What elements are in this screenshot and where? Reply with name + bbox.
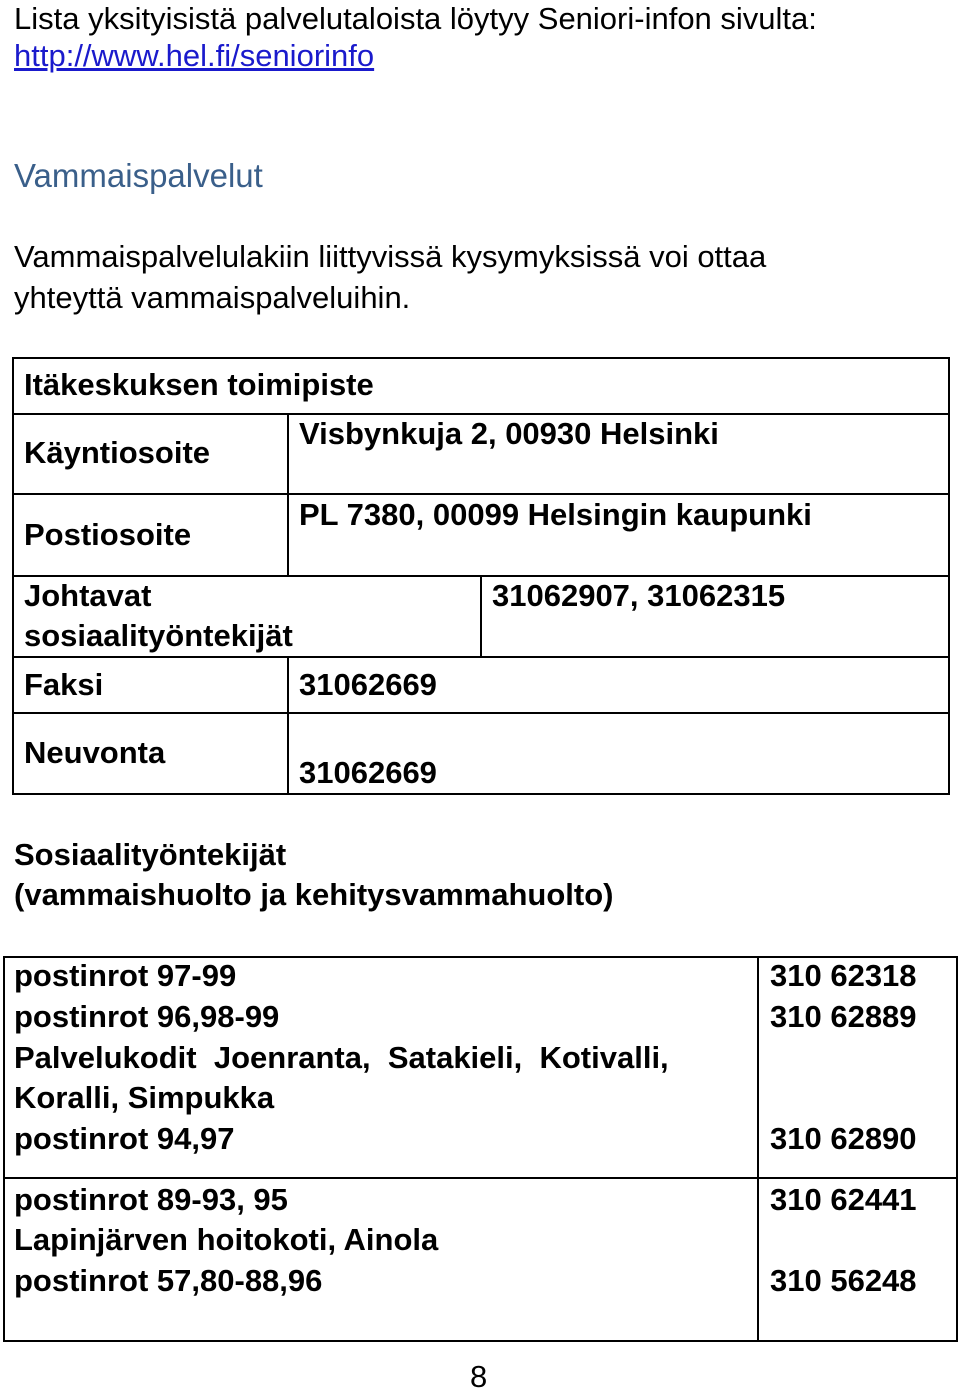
postal-address-label: Postiosoite [24, 517, 192, 552]
section-heading: Vammaispalvelut [14, 157, 263, 194]
visit-address-value: Visbynkuja 2, 00930 Helsinki [299, 416, 719, 451]
advice-value: 31062669 [299, 755, 437, 790]
fax-label: Faksi [24, 667, 104, 702]
advice-label: Neuvonta [24, 735, 166, 770]
social-table-divider [3, 1177, 958, 1179]
lead-social-workers-label: Johtavat [24, 578, 152, 613]
social-table-divider [757, 956, 759, 1342]
office-table-divider [12, 493, 950, 495]
table-row-phone: 310 62889 [770, 999, 917, 1034]
table-row-label: postinrot 57,80-88,96 [14, 1263, 323, 1298]
lead-social-workers-label: sosiaalityöntekijät [24, 618, 293, 653]
table-row-label: Koralli, Simpukka [14, 1080, 275, 1115]
section-paragraph-line1: Vammaispalvelulakiin liittyvissä kysymyksissä voi ottaa [14, 239, 767, 274]
page-number: 8 [470, 1359, 488, 1394]
fax-value: 31062669 [299, 667, 437, 702]
table-row-label: postinrot 94,97 [14, 1121, 235, 1156]
lead-social-workers-phone: 31062907, 31062315 [492, 578, 786, 613]
section-paragraph-line2: yhteyttä vammaispalveluihin. [14, 280, 411, 315]
table-row-label: postinrot 96,98-99 [14, 999, 280, 1034]
office-title: Itäkeskuksen toimipiste [24, 367, 374, 402]
visit-address-label: Käyntiosoite [24, 435, 211, 470]
table-row-label: Lapinjärven hoitokoti, Ainola [14, 1222, 439, 1257]
table-row-label: postinrot 89-93, 95 [14, 1182, 288, 1217]
seniorinfo-link[interactable]: http://www.hel.fi/seniorinfo [14, 38, 375, 73]
office-table-divider [480, 575, 482, 658]
table-row-phone: 310 56248 [770, 1263, 917, 1298]
social-workers-subheading: (vammaishuolto ja kehitysvammahuolto) [14, 877, 614, 912]
office-table-divider [287, 656, 289, 795]
table-row-phone: 310 62441 [770, 1182, 917, 1217]
table-row-label: Palvelukodit Joenranta, Satakieli, Kotivalli, [14, 1040, 669, 1075]
intro-text: Lista yksityisistä palvelutaloista löytyy Seniori-infon sivulta: [14, 1, 817, 36]
table-row-phone: 310 62890 [770, 1121, 917, 1156]
office-table-divider [287, 413, 289, 575]
office-table-divider [12, 712, 950, 714]
table-row-phone: 310 62318 [770, 958, 917, 993]
table-row-label: postinrot 97-99 [14, 958, 237, 993]
postal-address-value: PL 7380, 00099 Helsingin kaupunki [299, 497, 812, 532]
social-workers-heading: Sosiaalityöntekijät [14, 837, 287, 872]
